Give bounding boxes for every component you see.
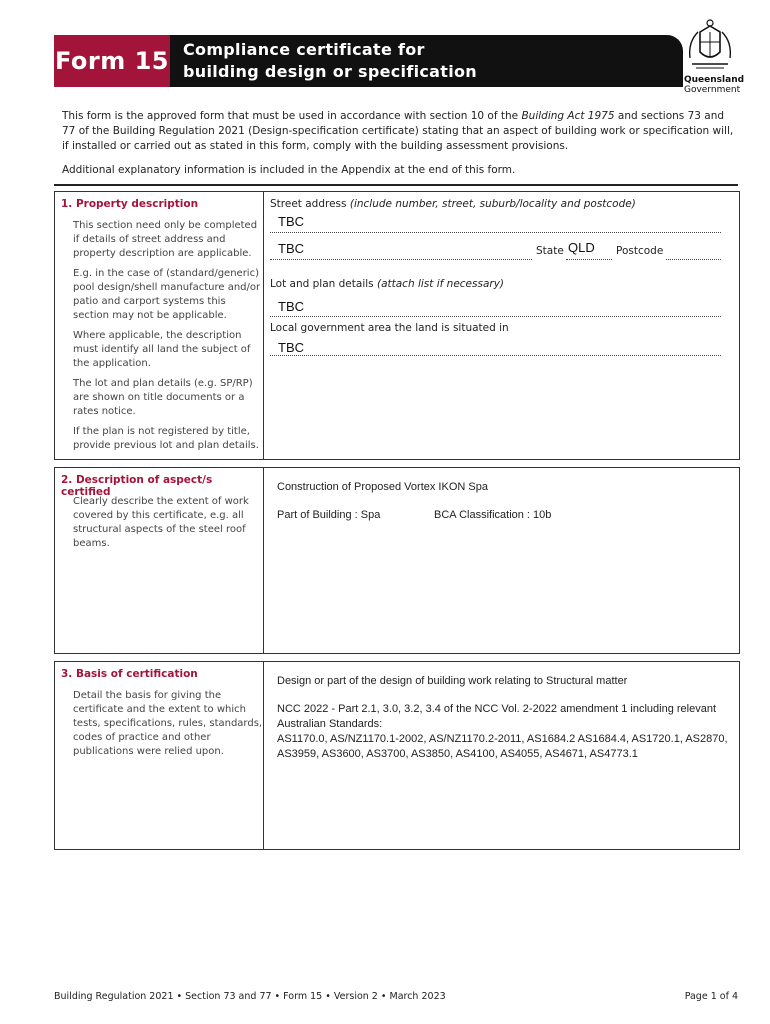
lga-underline bbox=[270, 355, 721, 356]
section1-note: If the plan is not registered by title, provide previous lot and plan details. bbox=[73, 426, 259, 451]
intro-paragraph-1 bbox=[62, 109, 738, 154]
section1-note: E.g. in the case of (standard/generic) pool design/shell manufacture and/or patio and carport systems this section may not be applicable. bbox=[73, 268, 261, 321]
section2-fields[interactable] bbox=[264, 468, 739, 653]
section1-note: This section need only be completed if details of street address and property description are applicable. bbox=[73, 220, 258, 259]
street-address-label bbox=[270, 198, 636, 210]
state-label: State bbox=[536, 245, 564, 257]
section1-heading: 1. Property description bbox=[61, 198, 199, 210]
intro-paragraph-2: Additional explanatory information is included in the Appendix at the end of this form. bbox=[62, 164, 516, 176]
basis-line-1: Design or part of the design of building work relating to Structural matter bbox=[277, 675, 628, 687]
section1-fields bbox=[264, 192, 739, 459]
aspect-description: Construction of Proposed Vortex IKON Spa bbox=[277, 481, 488, 493]
section-basis-of-certification bbox=[54, 661, 740, 850]
form-title-line2: building design or specification bbox=[183, 62, 477, 81]
street-line1-underline bbox=[270, 232, 721, 233]
street-address-line2[interactable]: TBC bbox=[278, 241, 304, 256]
part-of-building: Part of Building : Spa bbox=[277, 509, 381, 521]
street-address-line1[interactable]: TBC bbox=[278, 214, 304, 229]
form-number-tag: Form 15 bbox=[54, 35, 170, 87]
basis-line-2: NCC 2022 - Part 2.1, 3.0, 3.2, 3.4 of the NCC Vol. 2-2022 amendment 1 including relevant Australian Standards: bbox=[277, 703, 717, 730]
street-hint-text: (include number, street, suburb/locality and postcode) bbox=[349, 198, 636, 210]
lga-label: Local government area the land is situated in bbox=[270, 322, 509, 334]
intro-p1-part1: This form is the approved form that must be used in accordance with section 10 of the bbox=[62, 110, 522, 122]
section1-notes bbox=[73, 219, 263, 459]
lga-field[interactable]: TBC bbox=[278, 340, 304, 355]
intro-text bbox=[62, 109, 738, 187]
basis-standards: AS1170.0, AS/NZ1170.1-2002, AS/NZ1170.2-2011, AS1684.2 AS1684.4, AS1720.1, AS2870, AS3959, AS3600, AS3700, AS3850, AS4100, AS4055, AS4671, AS4773.1 bbox=[277, 733, 728, 760]
section2-guidance bbox=[55, 468, 264, 653]
section2-note: Clearly describe the extent of work covered by this certificate, e.g. all structural aspects of the steel roof beams. bbox=[73, 496, 249, 549]
lot-plan-label bbox=[270, 278, 504, 290]
bca-classification: BCA Classification : 10b bbox=[434, 509, 552, 521]
section2-heading: 2. Description of aspect/s certified bbox=[61, 474, 213, 498]
section2-notes bbox=[73, 495, 263, 557]
logo-name-line1: Queensland bbox=[684, 75, 745, 85]
section3-notes bbox=[73, 689, 263, 765]
lot-hint-text: (attach list if necessary) bbox=[376, 278, 505, 290]
section-aspects-certified bbox=[54, 467, 740, 654]
lot-plan-underline bbox=[270, 316, 721, 317]
section3-fields[interactable] bbox=[264, 662, 739, 849]
state-field[interactable]: QLD bbox=[568, 240, 595, 255]
divider bbox=[54, 184, 738, 186]
qld-government-logo-text bbox=[684, 75, 744, 95]
street-line2-underline bbox=[270, 259, 532, 260]
lot-label-text: Lot and plan details bbox=[270, 278, 374, 290]
state-underline bbox=[566, 259, 612, 260]
footer-reference: Building Regulation 2021 • Section 73 and 77 • Form 15 • Version 2 • March 2023 bbox=[54, 991, 446, 1002]
street-label-text: Street address bbox=[270, 198, 347, 210]
queensland-crest-icon bbox=[682, 18, 738, 74]
page-number: Page 1 of 4 bbox=[684, 991, 738, 1002]
lot-plan-field[interactable]: TBC bbox=[278, 299, 304, 314]
intro-p1-part2: and sections 73 and 77 of the Building Regulation 2021 (Design-specification certificate) stating that an aspect of building work or specification will, if installed or carried out as stated in this form, comply with the building assessment provisions. bbox=[62, 110, 734, 152]
logo-name-line2: Government bbox=[684, 85, 741, 95]
section3-guidance bbox=[55, 662, 264, 849]
section1-note: The lot and plan details (e.g. SP/RP) are shown on title documents or a rates notice. bbox=[73, 378, 253, 417]
section-property-description bbox=[54, 191, 740, 460]
form-title bbox=[183, 39, 663, 83]
section1-guidance bbox=[55, 192, 264, 459]
postcode-label: Postcode bbox=[616, 245, 664, 257]
form-title-line1: Compliance certificate for bbox=[183, 40, 425, 59]
section3-heading: 3. Basis of certification bbox=[61, 668, 198, 680]
section3-note: Detail the basis for giving the certificate and the extent to which tests, specifications, rules, standards, codes of practice and other publications were relied upon. bbox=[73, 690, 263, 757]
postcode-underline bbox=[666, 259, 721, 260]
section1-note: Where applicable, the description must identify all land the subject of the application. bbox=[73, 330, 251, 369]
intro-p1-act: Building Act 1975 bbox=[521, 110, 615, 122]
